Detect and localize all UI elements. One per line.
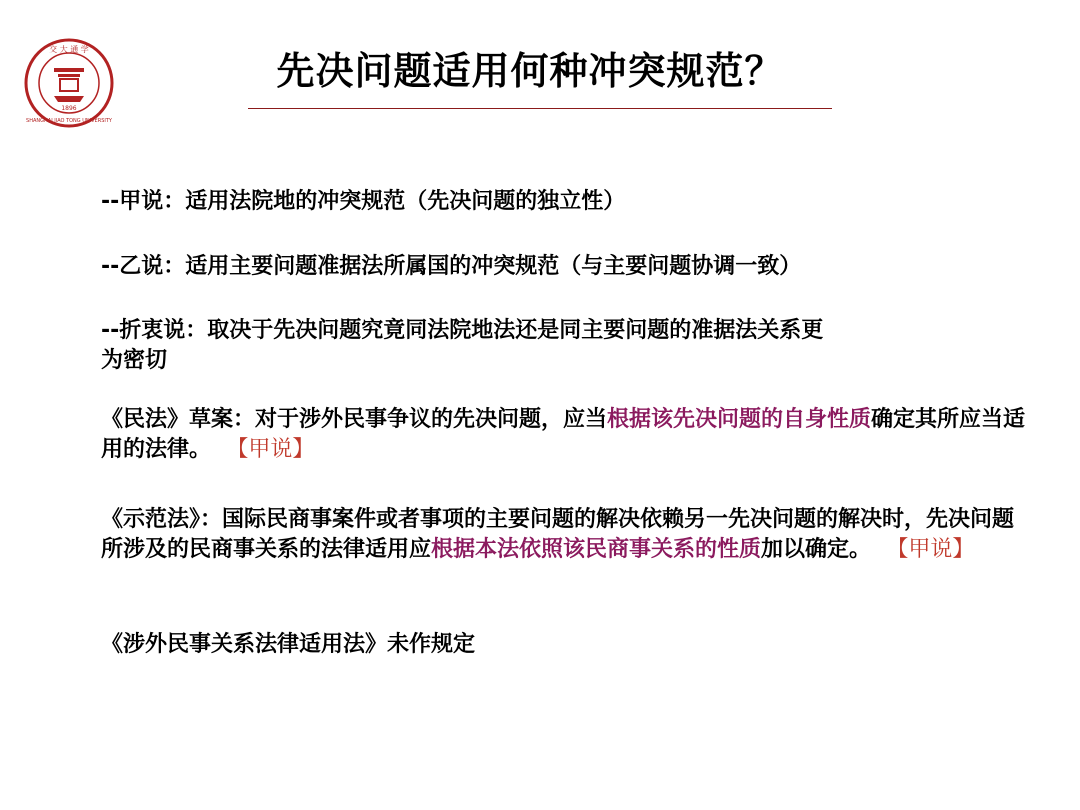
paragraph-conflict-law: 《涉外民事关系法律适用法》未作规定 [101, 632, 476, 657]
paragraph-zhezhong [101, 316, 1031, 376]
model-law-text-b: 加以确定。 [761, 537, 872, 562]
civil-code-text-a: 《民法》草案：对于涉外民事争议的先决问题，应当 [101, 407, 608, 432]
paragraph-model-law [101, 505, 1026, 565]
logo-year: 1896 [61, 105, 77, 112]
model-law-emphasis: 根据本法依照该民商事关系的性质 [431, 537, 762, 562]
slide-title: 先决问题适用何种冲突规范？ [276, 49, 784, 93]
model-law-text-a: 《示范法》：国际民商事案件或者事项的主要问题的解决依赖另一先决问题的解决时，先决问题所涉及的民商事关系的法律适用应 [101, 507, 1015, 562]
civil-code-emphasis: 根据该先决问题的自身性质 [607, 407, 872, 432]
paragraph-zhezhong-line2: 为密切 [101, 348, 168, 373]
paragraph-yi: --乙说：适用主要问题准据法所属国的冲突规范（与主要问题协调一致） [101, 254, 802, 279]
paragraph-civil-code-draft [101, 405, 1026, 465]
paragraph-jia: --甲说：适用法院地的冲突规范（先决问题的独立性） [101, 189, 626, 214]
title-divider [248, 108, 832, 109]
logo-top-text: 交 大 通 学 [49, 45, 89, 54]
model-law-tag: 【甲说】 [886, 537, 975, 562]
logo-bottom-text: SHANGHAI JIAO TONG UNIVERSITY [26, 118, 112, 124]
university-logo [24, 38, 114, 128]
civil-code-text-b: 确定其所应当适用的法律。 [101, 407, 1026, 462]
civil-code-tag: 【甲说】 [226, 437, 315, 462]
paragraph-zhezhong-line1: --折衷说：取决于先决问题究竟同法院地法还是同主要问题的准据法关系更 [101, 318, 824, 343]
